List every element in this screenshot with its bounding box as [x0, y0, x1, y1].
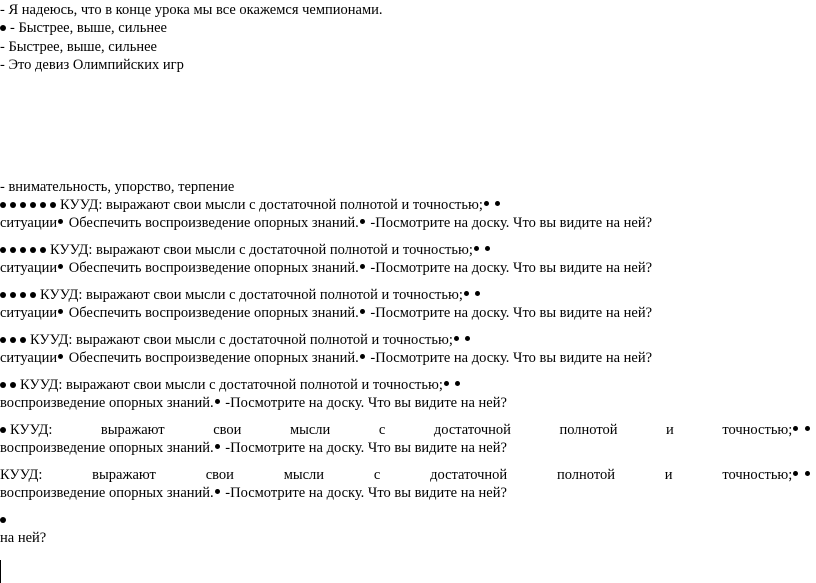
bullet-icon: [0, 382, 6, 388]
bullet-icon: [0, 202, 6, 208]
bullet-icon: [805, 426, 810, 431]
kuud-text: КУУД: выражают свои мысли с достаточной полнотой и точностью;: [50, 242, 473, 258]
kuud-line-5: [0, 375, 816, 395]
bullet-icon: [485, 246, 490, 251]
bullet-icon: [0, 517, 6, 523]
final-bullet-line: [0, 510, 816, 530]
kuud-word: мысли: [283, 467, 325, 483]
bullet-group: [0, 377, 20, 393]
situation-line-3: [0, 303, 816, 323]
kuud-word: точностью;: [722, 420, 812, 440]
bullet-icon: [10, 292, 16, 298]
goal-text: Обеспечить воспроизведение опорных знаний.: [65, 215, 359, 231]
recall-line-7: [0, 483, 816, 503]
kuud-word: с: [378, 422, 386, 438]
kuud-word: и: [666, 422, 674, 438]
kuud-word: мысли: [289, 422, 331, 438]
bullet-icon: [0, 292, 6, 298]
kuud-word: с: [373, 467, 381, 483]
kuud-line-6: [0, 420, 816, 440]
kuud-word: достаточной: [430, 467, 508, 483]
kuud-line-4: [0, 330, 816, 350]
bullet-group: [0, 242, 50, 258]
bullet-icon: [20, 337, 26, 343]
question-text: -Посмотрите на доску. Что вы видите на ней?: [366, 305, 653, 321]
intro-line-3: - Быстрее, выше, сильнее: [0, 39, 157, 55]
bullet-icon: [20, 202, 26, 208]
bullet-icon: [464, 291, 469, 296]
bullet-icon: [484, 201, 489, 206]
kuud-word: и: [664, 467, 673, 483]
kuud-text: КУУД: выражают свои мысли с достаточной полнотой и точностью;: [60, 197, 483, 213]
recall-line-5: [0, 393, 816, 413]
bullet-icon: [58, 264, 63, 269]
kuud-word: полнотой: [559, 422, 618, 438]
question-text: -Посмотрите на доску. Что вы видите на ней?: [366, 260, 653, 276]
bullet-icon: [474, 246, 479, 251]
intro-line-4: - Это девиз Олимпийских игр: [0, 57, 184, 73]
recall-text: воспроизведение опорных знаний.: [0, 485, 214, 501]
situation-line-4: [0, 348, 816, 368]
bullet-icon: [805, 471, 810, 476]
kuud-word: выражают: [100, 422, 165, 438]
bullet-icon: [455, 381, 460, 386]
bullet-icon: [40, 202, 46, 208]
goal-text: Обеспечить воспроизведение опорных знаний.: [65, 305, 359, 321]
question-text: -Посмотрите на доску. Что вы видите на ней?: [221, 440, 507, 456]
situation-line-1: [0, 213, 816, 233]
bullet-icon: [475, 291, 480, 296]
bullet-icon: [30, 247, 36, 253]
situation-text: ситуации: [0, 260, 58, 276]
recall-text: воспроизведение опорных знаний.: [0, 440, 214, 456]
tail-line: на ней?: [0, 530, 47, 546]
bullet-icon: [40, 247, 46, 253]
situation-text: ситуации: [0, 215, 58, 231]
bullet-icon: [50, 202, 56, 208]
bullet-icon: [10, 202, 16, 208]
kuud-word: КУУД:: [0, 467, 43, 483]
bullet-icon: [0, 427, 6, 433]
qualities-line: - внимательность, упорство, терпение: [0, 179, 235, 195]
question-text: -Посмотрите на доску. Что вы видите на ней?: [366, 350, 653, 366]
kuud-line-7: [0, 465, 816, 485]
question-text: -Посмотрите на доску. Что вы видите на ней?: [366, 215, 653, 231]
bullet-icon: [20, 292, 26, 298]
bullet-icon: [465, 336, 470, 341]
bullet-icon: [0, 25, 6, 31]
bullet-icon: [30, 202, 36, 208]
kuud-word: свои: [213, 422, 242, 438]
bullet-icon: [0, 247, 6, 253]
bullet-icon: [10, 247, 16, 253]
bullet-icon: [20, 247, 26, 253]
bullet-group: [0, 197, 60, 213]
bullet-group: [0, 287, 40, 303]
kuud-text: КУУД: выражают свои мысли с достаточной полнотой и точностью;: [30, 332, 453, 348]
kuud-word: достаточной: [433, 422, 511, 438]
intro-text: - Быстрее, выше, сильнее: [10, 20, 167, 36]
goal-text: Обеспечить воспроизведение опорных знаний.: [65, 260, 359, 276]
bullet-icon: [10, 382, 16, 388]
goal-text: Обеспечить воспроизведение опорных знаний.: [65, 350, 359, 366]
bullet-icon: [215, 399, 220, 404]
kuud-word: выражают: [92, 467, 156, 483]
bullet-icon: [360, 264, 365, 269]
bullet-icon: [793, 426, 798, 431]
recall-line-6: [0, 438, 816, 458]
kuud-line-3: [0, 285, 816, 305]
page-edge-divider: [0, 560, 1, 583]
bullet-icon: [793, 471, 798, 476]
kuud-line-2: [0, 240, 816, 260]
bullet-icon: [30, 292, 36, 298]
bullet-icon: [444, 381, 449, 386]
bullet-icon: [58, 354, 63, 359]
situation-line-2: [0, 258, 816, 278]
bullet-icon: [454, 336, 459, 341]
kuud-line-1: [0, 195, 816, 215]
recall-text: воспроизведение опорных знаний.: [0, 395, 214, 411]
bullet-icon: [58, 309, 63, 314]
bullet-icon: [0, 337, 6, 343]
kuud-text: КУУД: выражают свои мысли с достаточной полнотой и точностью;: [20, 377, 443, 393]
kuud-word: КУУД:: [0, 420, 52, 440]
kuud-word: полнотой: [556, 467, 615, 483]
intro-line-2: [0, 18, 816, 38]
kuud-word: точностью;: [722, 465, 812, 485]
bullet-icon: [360, 219, 365, 224]
bullet-icon: [215, 489, 220, 494]
question-text: -Посмотрите на доску. Что вы видите на ней?: [221, 485, 507, 501]
bullet-icon: [360, 309, 365, 314]
question-text: -Посмотрите на доску. Что вы видите на ней?: [221, 395, 507, 411]
kuud-word: свои: [205, 467, 234, 483]
situation-text: ситуации: [0, 350, 58, 366]
bullet-icon: [215, 444, 220, 449]
bullet-icon: [360, 354, 365, 359]
bullet-icon: [495, 201, 500, 206]
bullet-icon: [10, 337, 16, 343]
intro-line-1: - Я надеюсь, что в конце урока мы все окажемся чемпионами.: [0, 2, 383, 18]
bullet-icon: [58, 219, 63, 224]
kuud-text: КУУД: выражают свои мысли с достаточной полнотой и точностью;: [40, 287, 463, 303]
situation-text: ситуации: [0, 305, 58, 321]
bullet-group: [0, 332, 30, 348]
